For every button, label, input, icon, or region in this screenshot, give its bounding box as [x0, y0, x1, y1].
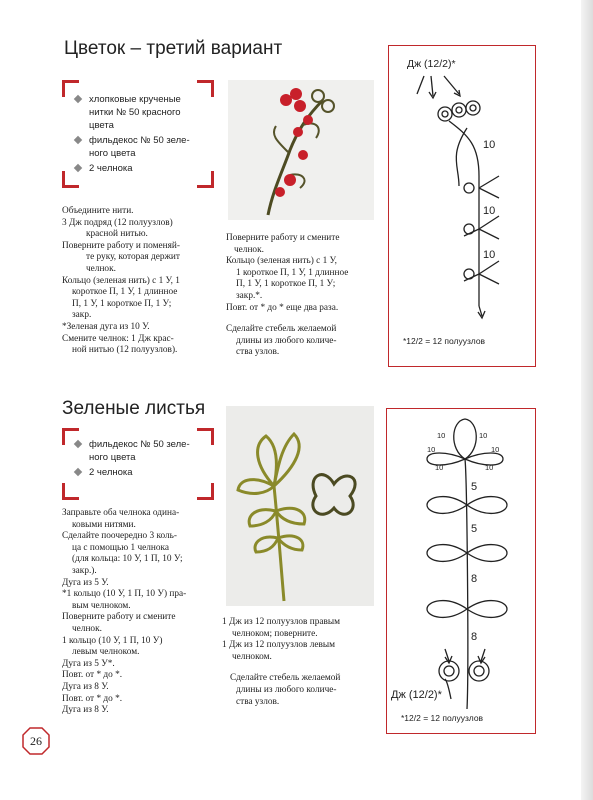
bullet-icon — [74, 136, 82, 144]
page-edge — [581, 0, 593, 800]
corner-mark — [62, 483, 79, 500]
diagram-1-number: 10 — [483, 249, 496, 261]
corner-mark — [197, 483, 214, 500]
diagram-1-number: 10 — [483, 205, 496, 217]
diagram-2-note: *12/2 = 12 полуузлов — [401, 713, 484, 723]
diagram-1-number: 10 — [483, 139, 496, 151]
section1-title: Цветок – третий вариант — [64, 38, 283, 59]
diagram-2-arc-number: 8 — [471, 573, 478, 585]
diagram-2-arc-number: 5 — [471, 481, 478, 493]
page-number: 26 — [30, 734, 42, 748]
section2-title: Зеленые листья — [62, 398, 206, 419]
bullet-icon — [74, 468, 82, 476]
material-item: фильдекос № 50 зеле- ного цвета — [75, 134, 210, 160]
diagram-2-arc-number: 5 — [471, 523, 478, 535]
diagram-1-note: *12/2 = 12 полуузлов — [403, 336, 486, 346]
diagram-2-number: 10 — [485, 463, 494, 472]
bullet-icon — [74, 164, 82, 172]
diagram-2-number: 10 — [427, 445, 436, 454]
flower-photo — [228, 80, 374, 220]
material-item: фильдекос № 50 зеле- ного цвета — [75, 438, 210, 464]
diagram-2-label: Дж (12/2)* — [391, 689, 442, 701]
materials-box-2 — [62, 428, 214, 500]
diagram-2-number: 10 — [437, 431, 446, 440]
page-number-badge — [22, 727, 50, 755]
diagram-1-label: Дж (12/2)* — [407, 58, 456, 70]
diagram-2-number: 10 — [491, 445, 500, 454]
instructions-1-right: Поверните работу и смените челнок. Кольцо (зеленая нить) с 1 У, 1 короткое П, 1 У, 1 длинное П, 1 У, 1 короткое П, 1 У; закр.*. Повт. от * до * еще два раза. Сделайте стебель желаемой длины из любого количе- ства узлов. — [226, 233, 349, 358]
bullet-icon — [74, 95, 82, 103]
material-item: 2 челнока — [75, 162, 210, 175]
material-item: 2 челнока — [75, 466, 210, 479]
leaves-photo — [226, 406, 374, 606]
diagram-1 — [388, 45, 536, 367]
diagram-2-number: 10 — [435, 463, 444, 472]
diagram-2 — [386, 408, 536, 734]
instructions-2-right: 1 Дж из 12 полуузлов правым челноком; поверните. 1 Дж из 12 полуузлов левым челноком. Сделайте стебель желаемой длины из любого количе- ства узлов. — [222, 617, 341, 707]
diagram-2-arc-number: 8 — [471, 631, 478, 643]
materials-box-1 — [62, 80, 214, 188]
diagram-2-number: 10 — [479, 431, 488, 440]
instructions-1-left: Объедините нити. 3 Дж подряд (12 полуузлов) красной нитью. Поверните работу и поменяй- те руку, которая держит челнок. Кольцо (зеленая нить) с 1 У, 1 короткое П, 1 У, 1 длинное П, 1 У, 1 короткое П, 1 У; закр. *Зеленая дуга из 10 У. Смените челнок: 1 Дж крас- ной нитью (12 полуузлов). — [62, 206, 180, 356]
bullet-icon — [74, 440, 82, 448]
instructions-2-left: Заправьте оба челнока одина- ковыми нитями. Сделайте поочередно 3 коль- ца с помощью 1 челнока (для кольца: 10 У, 1 П, 10 У; закр.). Дуга из 5 У. *1 кольцо (10 У, 1 П, 10 У) пра- вым челноком. Поверните работу и смените челнок. 1 кольцо (10 У, 1 П, 10 У) левым челноком. Дуга из 5 У*. Повт. от * до *. Дуга из 8 У. Повт. от * до *. Дуга из 8 У. — [62, 508, 187, 716]
material-item: хлопковые крученые нитки № 50 красного цвета — [75, 93, 210, 132]
